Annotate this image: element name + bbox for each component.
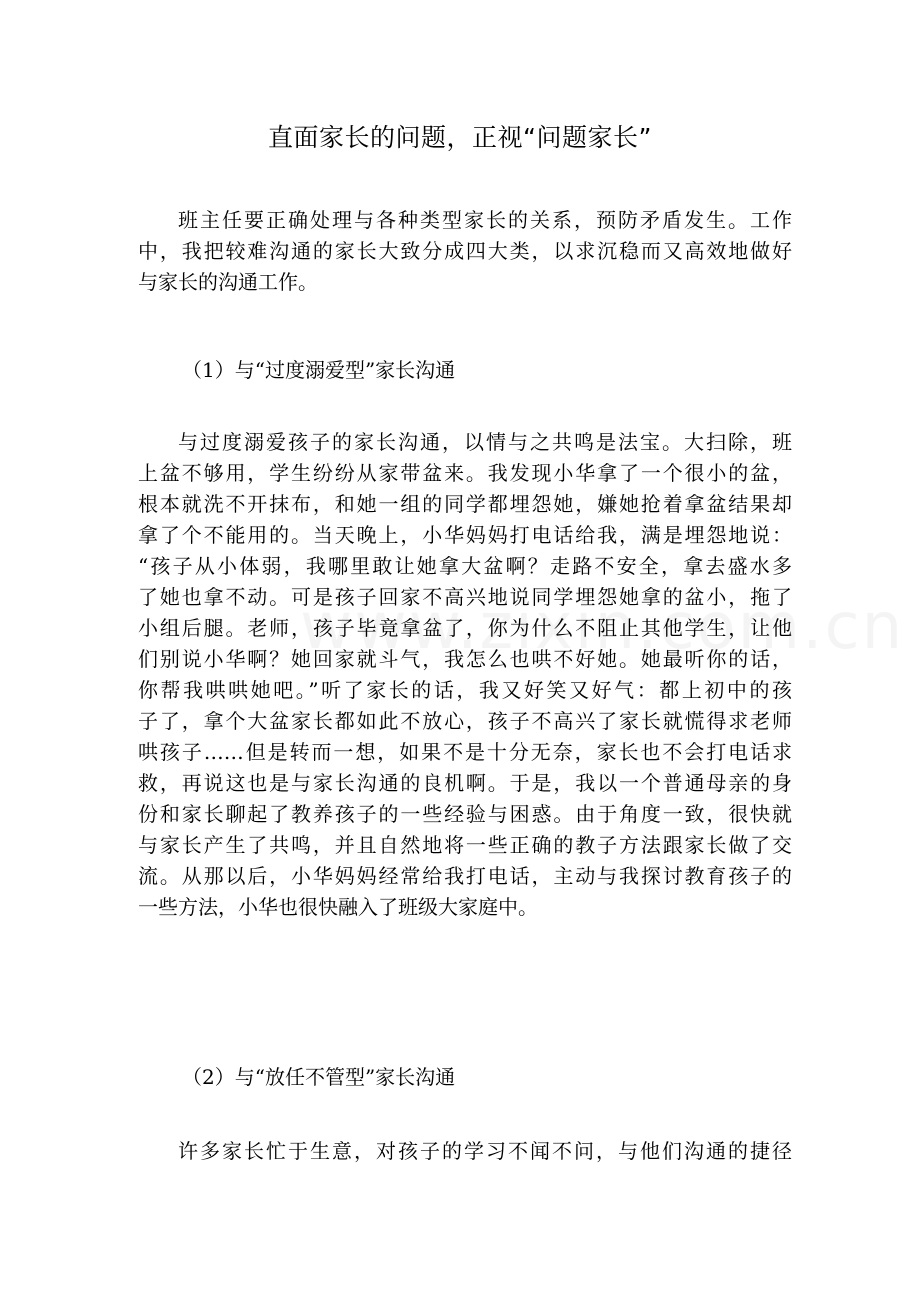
paragraph-line: 你帮我哄哄她吧。”听了家长的话，我又好笑又好气：都上初中的孩	[138, 678, 792, 702]
paragraph-line: 们别说小华啊？她回家就斗气，我怎么也哄不好她。她最听你的话，	[138, 647, 792, 671]
intro-paragraph	[138, 205, 792, 298]
paragraph-line: 哄孩子……但是转而一想，如果不是十分无奈，家长也不会打电话求	[138, 740, 792, 764]
paragraph-line: 一些方法，小华也很快融入了班级大家庭中。	[138, 895, 538, 919]
paragraph-line: 与过度溺爱孩子的家长沟通，以情与之共鸣是法宝。大扫除，班	[178, 430, 792, 454]
section-2-paragraph	[138, 1136, 792, 1167]
paragraph-line: 拿了个不能用的。当天晚上，小华妈妈打电话给我，满是埋怨地说：	[138, 523, 792, 547]
paragraph-line: 小组后腿。老师，孩子毕竟拿盆了，你为什么不阻止其他学生，让他	[138, 616, 792, 640]
paragraph-line: 班主任要正确处理与各种类型家长的关系，预防矛盾发生。工作	[178, 208, 792, 232]
paragraph-line: 流。从那以后，小华妈妈经常给我打电话，主动与我探讨教育孩子的	[138, 864, 792, 888]
paragraph-line: 子了，拿个大盆家长都如此不放心，孩子不高兴了家长就慌得求老师	[138, 709, 792, 733]
paragraph-line: 上盆不够用，学生纷纷从家带盆来。我发现小华拿了一个很小的盆，	[138, 461, 792, 485]
paragraph-line: 份和家长聊起了教养孩子的一些经验与困惑。由于角度一致，很快就	[138, 802, 792, 826]
paragraph-line: 中，我把较难沟通的家长大致分成四大类，以求沉稳而又高效地做好	[138, 239, 792, 263]
section-1-paragraph	[138, 427, 792, 923]
section-1-heading: （1）与“过度溺爱型”家长沟通	[182, 358, 456, 382]
paragraph-line: 了她也拿不动。可是孩子回家不高兴地说同学埋怨她拿的盆小，拖了	[138, 585, 792, 609]
paragraph-line: 救，再说这也是与家长沟通的良机啊。于是，我以一个普通母亲的身	[138, 771, 792, 795]
paragraph-line: 许多家长忙于生意，对孩子的学习不闻不问，与他们沟通的捷径	[178, 1139, 792, 1163]
document-title: 直面家长的问题，正视“问题家长”	[268, 123, 652, 152]
paragraph-line: 与家长的沟通工作。	[138, 270, 318, 294]
section-2-heading: （2）与“放任不管型”家长沟通	[182, 1065, 456, 1089]
paragraph-line: 根本就洗不开抹布，和她一组的同学都埋怨她，嫌她抢着拿盆结果却	[138, 492, 792, 516]
paragraph-line: “孩子从小体弱，我哪里敢让她拿大盆啊？走路不安全，拿去盛水多	[138, 554, 792, 578]
paragraph-line: 与家长产生了共鸣，并且自然地将一些正确的教子方法跟家长做了交	[138, 833, 792, 857]
